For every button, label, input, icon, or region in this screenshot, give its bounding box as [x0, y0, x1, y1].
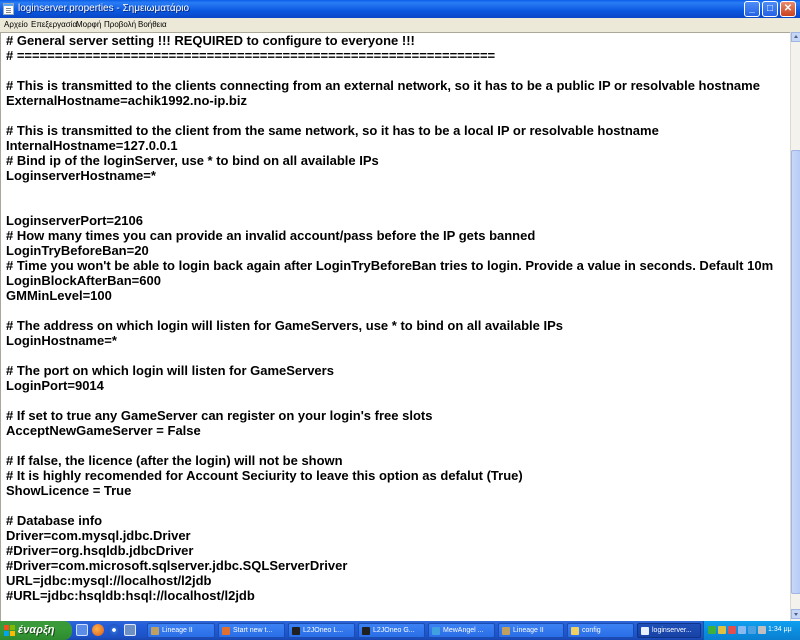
taskbar	[0, 621, 800, 640]
scroll-down-button[interactable]	[791, 609, 800, 619]
text-line: AcceptNewGameServer = False	[6, 423, 201, 438]
text-line: # How many times you can provide an invalid account/pass before the IP gets banned	[6, 228, 536, 243]
vertical-scrollbar[interactable]	[790, 32, 800, 621]
app-icon[interactable]	[124, 624, 136, 636]
text-line: #Driver=com.microsoft.sqlserver.jdbc.SQLServerDriver	[6, 558, 348, 573]
text-line: LoginPort=9014	[6, 378, 104, 393]
text-line	[6, 348, 773, 363]
lineage-icon	[502, 627, 510, 635]
desktop-icon[interactable]	[76, 624, 88, 636]
taskbar-button[interactable]	[428, 623, 495, 638]
taskbar-button[interactable]	[567, 623, 634, 638]
taskbar-button[interactable]	[218, 623, 285, 638]
taskbar-button-label: L2JOneo L...	[303, 627, 344, 634]
messenger-icon[interactable]	[748, 626, 756, 634]
folder-icon	[571, 627, 579, 635]
text-line: ShowLicence = True	[6, 483, 132, 498]
menu-bar	[0, 18, 800, 32]
firefox-icon	[222, 627, 230, 635]
maximize-button[interactable]: □	[762, 1, 778, 17]
network-icon[interactable]	[708, 626, 716, 634]
taskbar-button-label: Lineage II	[513, 627, 544, 634]
console-icon	[292, 627, 300, 635]
volume-icon[interactable]	[738, 626, 746, 634]
text-line: LoginserverPort=2106	[6, 213, 143, 228]
text-line	[6, 438, 773, 453]
quick-launch	[76, 624, 140, 638]
text-line	[6, 198, 773, 213]
taskbar-button[interactable]	[288, 623, 355, 638]
menu-help[interactable]: Βοήθεια	[138, 20, 167, 29]
taskbar-button-label: L2JOneo G...	[373, 627, 415, 634]
taskbar-button-label: config	[582, 627, 601, 634]
taskbar-button-label: Lineage II	[162, 627, 193, 634]
text-line: # The port on which login will listen for GameServers	[6, 363, 334, 378]
notepad-icon	[641, 627, 649, 635]
text-line: LoginHostname=*	[6, 333, 117, 348]
notepad-icon	[3, 3, 14, 15]
console-icon	[362, 627, 370, 635]
text-line	[6, 183, 773, 198]
scroll-thumb[interactable]	[791, 150, 800, 594]
security-icon[interactable]	[718, 626, 726, 634]
title-bar[interactable]	[0, 0, 800, 18]
text-line	[6, 498, 773, 513]
text-line: # Bind ip of the loginServer, use * to bind on all available IPs	[6, 153, 379, 168]
taskbar-button[interactable]	[637, 623, 701, 638]
text-line: #Driver=org.hsqldb.jdbcDriver	[6, 543, 194, 558]
firefox-icon[interactable]	[92, 624, 104, 636]
text-line: # This is transmitted to the clients connecting from an external network, so it has to be a public IP or resolvable hostname	[6, 78, 760, 93]
text-line: # ===============================================================	[6, 48, 496, 63]
text-line: LoginBlockAfterBan=600	[6, 273, 161, 288]
start-button[interactable]	[0, 621, 72, 640]
text-line	[6, 63, 773, 78]
menu-file[interactable]: Αρχείο	[4, 20, 28, 29]
usb-icon[interactable]	[758, 626, 766, 634]
minimize-button[interactable]: _	[744, 1, 760, 17]
taskbar-button-label: Start new t...	[233, 627, 273, 634]
taskbar-button[interactable]	[147, 623, 215, 638]
text-line: ExternalHostname=achik1992.no-ip.biz	[6, 93, 247, 108]
text-line: # If set to true any GameServer can register on your login's free slots	[6, 408, 433, 423]
text-line: # General server setting !!! REQUIRED to configure to everyone !!!	[6, 33, 415, 48]
text-line	[6, 393, 773, 408]
messenger-icon	[432, 627, 440, 635]
text-line: # The address on which login will listen for GameServers, use * to bind on all available IPs	[6, 318, 563, 333]
taskbar-button[interactable]	[358, 623, 425, 638]
text-line: #URL=jdbc:hsqldb:hsql://localhost/l2jdb	[6, 588, 255, 603]
text-line: # This is transmitted to the client from the same network, so it has to be a local IP or resolvable hostname	[6, 123, 659, 138]
antivirus-icon[interactable]	[728, 626, 736, 634]
lineage-icon	[151, 627, 159, 635]
taskbar-button-label: loginserver...	[652, 627, 692, 634]
text-line: LoginserverHostname=*	[6, 168, 156, 183]
text-line: InternalHostname=127.0.0.1	[6, 138, 178, 153]
text-line	[6, 303, 773, 318]
text-line: LoginTryBeforeBan=20	[6, 243, 149, 258]
window-title: loginserver.properties - Σημειωματάριο	[18, 3, 190, 14]
clock: 1:34 μμ	[768, 626, 792, 633]
start-label: έναρξη	[18, 624, 55, 636]
taskbar-button[interactable]	[498, 623, 564, 638]
text-line: # Time you won't be able to login back again after LoginTryBeforeBan tries to login. Provide a value in seconds. Default 10m	[6, 258, 774, 273]
windows-flag-icon	[4, 625, 15, 636]
text-line: # Database info	[6, 513, 103, 528]
taskbar-button-label: MewAngel ...	[443, 627, 484, 634]
menu-view[interactable]: Προβολή	[104, 20, 137, 29]
editor-lines	[6, 33, 773, 618]
text-line: Driver=com.mysql.jdbc.Driver	[6, 528, 191, 543]
text-line: URL=jdbc:mysql://localhost/l2jdb	[6, 573, 212, 588]
text-line: # It is highly recomended for Account Seciurity to leave this option as defalut (True)	[6, 468, 523, 483]
system-tray	[703, 621, 800, 640]
text-line: # If false, the licence (after the login) will not be shown	[6, 453, 343, 468]
media-icon[interactable]	[108, 624, 120, 636]
close-button[interactable]: ✕	[780, 1, 796, 17]
text-line	[6, 603, 773, 618]
text-line: GMMinLevel=100	[6, 288, 112, 303]
menu-edit[interactable]: Επεξεργασία	[31, 20, 78, 29]
menu-format[interactable]: Μορφή	[76, 20, 102, 29]
text-line	[6, 108, 773, 123]
text-editor[interactable]	[0, 32, 790, 621]
scroll-up-button[interactable]	[791, 32, 800, 42]
